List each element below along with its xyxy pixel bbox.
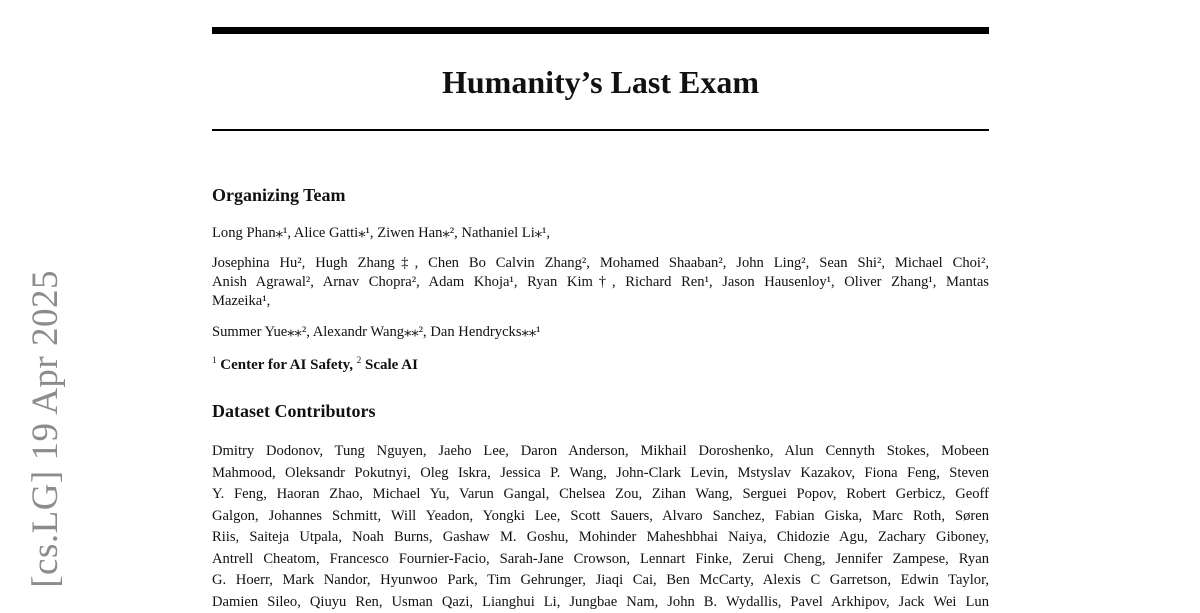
dataset-contributors-heading: Dataset Contributors (212, 400, 989, 422)
title-top-rule (212, 27, 989, 34)
organizing-team-group-1: Long Phan⁎¹, Alice Gatti⁎¹, Ziwen Han⁎², Nathaniel Li⁎¹, (212, 224, 989, 243)
affiliation-1-marker: 1 (212, 355, 217, 365)
organizing-team-group-2-line-2: Anish Agrawal², Arnav Chopra², Adam Khoja¹, Ryan Kim†, Richard Ren¹, Jason Hausenloy¹, Oliver Zhang¹, Mantas (212, 273, 989, 292)
affiliation-2-marker: 2 (357, 355, 362, 365)
affiliations (212, 355, 989, 375)
organizing-team-group-2-line-3: Mazeika¹, (212, 292, 989, 311)
organizing-team-heading: Organizing Team (212, 184, 989, 206)
affiliation-2-name: Scale AI (365, 357, 418, 373)
arxiv-identifier-stamp: [cs.LG] 19 Apr 2025 (24, 270, 68, 600)
contributors-line: Riis, Saiteja Utpala, Noah Burns, Gashaw M. Goshu, Mohinder Maheshbhai Naiya, Chidozie Agu, Zachary Giboney, (212, 527, 989, 549)
paper-title: Humanity’s Last Exam (212, 62, 989, 102)
title-bottom-rule (212, 129, 989, 131)
contributors-line: Dmitry Dodonov, Tung Nguyen, Jaeho Lee, Daron Anderson, Mikhail Doroshenko, Alun Cennyth Stokes, Mobeen (212, 441, 989, 463)
organizing-team-group-2 (212, 254, 989, 311)
organizing-team-group-2-line-1: Josephina Hu², Hugh Zhang‡, Chen Bo Calvin Zhang², Mohamed Shaaban², John Ling², Sean Shi², Michael Choi², (212, 254, 989, 273)
contributors-line: Damien Sileo, Qiuyu Ren, Usman Qazi, Lianghui Li, Jungbae Nam, John B. Wydallis, Pavel Arkhipov, Jack Wei Lun (212, 592, 989, 613)
contributors-line: Antrell Cheatom, Francesco Fournier-Facio, Sarah-Jane Crowson, Lennart Finke, Zerui Cheng, Jennifer Zampese, Ryan (212, 549, 989, 571)
contributors-line: Galgon, Johannes Schmitt, Will Yeadon, Yongki Lee, Scott Sauers, Alvaro Sanchez, Fabian Giska, Marc Roth, Søren (212, 506, 989, 528)
contributors-line: G. Hoerr, Mark Nandor, Hyunwoo Park, Tim Gehrunger, Jiaqi Cai, Ben McCarty, Alexis C Garretson, Edwin Taylor, (212, 570, 989, 592)
affiliation-1-name: Center for AI Safety, (220, 357, 353, 373)
contributors-line: Mahmood, Oleksandr Pokutnyi, Oleg Iskra, Jessica P. Wang, John-Clark Levin, Mstyslav Kazakov, Fiona Feng, Steven (212, 463, 989, 485)
contributors-line: Y. Feng, Haoran Zhao, Michael Yu, Varun Gangal, Chelsea Zou, Zihan Wang, Serguei Popov, Robert Gerbicz, Geoff (212, 484, 989, 506)
organizing-team-group-3: Summer Yue⁎⁎², Alexandr Wang⁎⁎², Dan Hendrycks⁎⁎¹ (212, 323, 989, 342)
dataset-contributors-list (212, 441, 989, 613)
